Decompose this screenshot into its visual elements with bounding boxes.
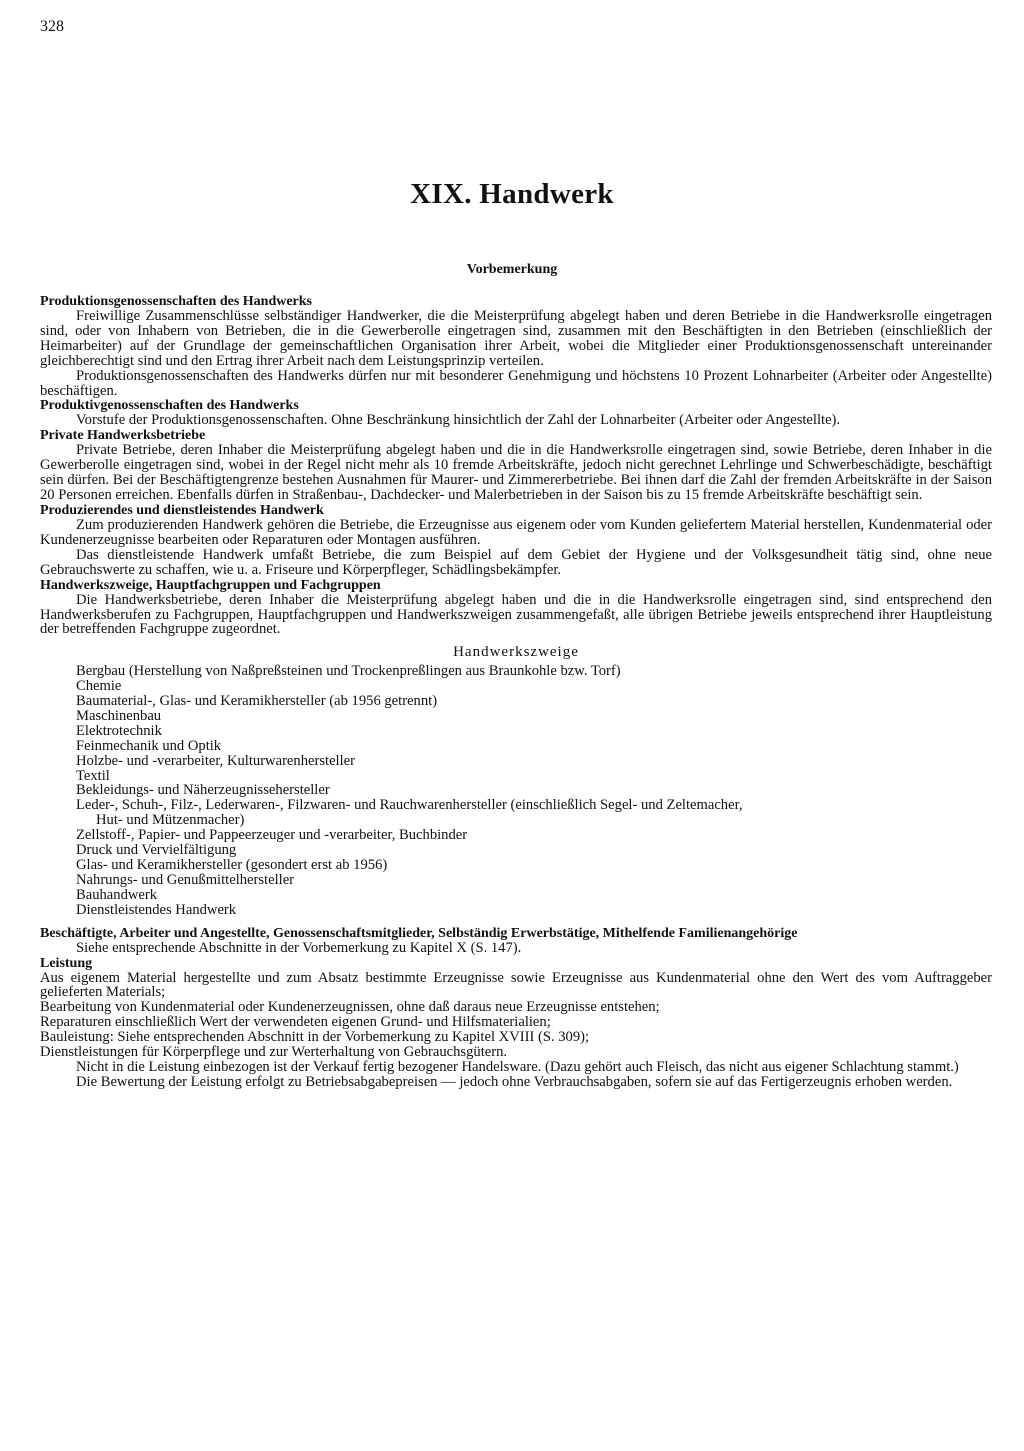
paragraph: Produktionsgenossenschaften des Handwerks dürfen nur mit besonderer Genehmigung und höchstens 10 Prozent Lohnarbeiter (Arbeiter oder Angestellte) beschäftigen. — [40, 367, 992, 399]
heading-produktionsgenossenschaften: Produktionsgenossenschaften des Handwerks — [40, 294, 313, 309]
list-item: Dienstleistendes Handwerk — [76, 901, 237, 918]
list-item: Chemie — [76, 678, 122, 695]
list-item: Druck und Vervielfältigung — [76, 842, 237, 859]
heading-beschaeftigte: Beschäftigte, Arbeiter und Angestellte, Genossenschaftsmitglieder, Selbständig Erwerbstätige, Mithelfende Familienangehörige — [40, 925, 798, 941]
section-heading: Vorbemerkung — [466, 262, 558, 277]
chapter-title: XIX. Handwerk — [410, 178, 614, 210]
list-item: Textil — [76, 767, 110, 784]
list-item: Zellstoff-, Papier- und Pappeerzeuger und -verarbeiter, Buchbinder — [76, 827, 468, 844]
paragraph: Das dienstleistende Handwerk umfaßt Betriebe, die zum Beispiel auf dem Gebiet der Hygiene und der Volksgesundheit tätig sind, ohne neue Gebrauchswerte zu schaffen, wie u. a. Friseure und Körperpfleger, Schädlingsbekämpfer. — [40, 546, 992, 578]
page-number: 328 — [40, 18, 64, 35]
paragraph: Die Bewertung der Leistung erfolgt zu Betriebsabgabepreisen — jedoch ohne Verbrauchsabgaben, sofern sie auf das Fertigerzeugnis erhoben werden. — [76, 1073, 953, 1090]
list-item: Glas- und Keramikhersteller (gesondert erst ab 1956) — [76, 857, 388, 873]
list-item-continuation: Hut- und Mützenmacher) — [96, 812, 245, 829]
leistung-line: Dienstleistungen für Körperpflege und zur Werterhaltung von Gebrauchsgütern. — [40, 1044, 508, 1061]
list-item: Holzbe- und -verarbeiter, Kulturwarenhersteller — [76, 752, 355, 769]
leistung-line: Reparaturen einschließlich Wert der verwendeten eigenen Grund- und Hilfsmaterialien; — [40, 1014, 551, 1031]
heading-leistung: Leistung — [40, 955, 93, 971]
list-item: Bekleidungs- und Näherzeugnissehersteller — [76, 782, 330, 799]
list-item: Bergbau (Herstellung von Naßpreßsteinen und Trockenpreßlingen aus Braunkohle bzw. Torf) — [76, 663, 621, 680]
paragraph: Nicht in die Leistung einbezogen ist der Verkauf fertig bezogener Handelsware. (Dazu gehört auch Fleisch, das nicht aus eigener Schlachtung stammt.) — [76, 1058, 959, 1075]
heading-produzierendes-dienstleistendes: Produzierendes und dienstleistendes Handwerk — [40, 502, 324, 518]
list-item: Maschinenbau — [76, 707, 162, 724]
leistung-line: Aus eigenem Material hergestellte und zum Absatz bestimmte Erzeugnisse sowie Erzeugnisse aus Kundenmaterial ohne den Wert des vom Auftraggeber gelieferten Materials; — [40, 969, 992, 1001]
paragraph: Freiwillige Zusammenschlüsse selbständiger Handwerker, die die Meisterprüfung abgelegt haben und deren Betriebe in die Handwerksrolle eingetragen sind, oder von Inhabern von Betrieben, die in die Gewerberolle eingetragen sind, zusammen mit den Beschäftigten in den Betrieben (einschließlich der Heimarbeiter) auf der Grundlage der gemeinschaftlichen Organisation ihrer Arbeit, wobei die Mitglieder einer Produktionsgenossenschaft untereinander gleichberechtigt sind und den Ertrag ihrer Arbeit nach dem Leistungsprinzip verteilen. — [40, 308, 992, 369]
list-heading-handwerkszweige: Handwerkszweige — [453, 644, 579, 661]
document-body — [40, 294, 992, 1090]
list-item: Nahrungs- und Genußmittelhersteller — [76, 871, 295, 888]
leistung-list — [40, 971, 992, 1060]
leistung-line: Bearbeitung von Kundenmaterial oder Kundenerzeugnissen, ohne daß daraus neue Erzeugnisse entstehen; — [40, 999, 660, 1016]
heading-handwerkszweige: Handwerkszweige, Hauptfachgruppen und Fachgruppen — [40, 577, 381, 593]
heading-produktivgenossenschaften: Produktivgenossenschaften des Handwerks — [40, 398, 299, 414]
paragraph: Vorstufe der Produktionsgenossenschaften. Ohne Beschränkung hinsichtlich der Zahl der Lohnarbeiter (Arbeiter oder Angestellte). — [76, 412, 841, 429]
paragraph: Private Betriebe, deren Inhaber die Meisterprüfung abgelegt haben und die in die Handwerksrolle eingetragen sind, sowie Betriebe, deren Inhaber in die Gewerberolle eingetragen sind, wobei in der Regel nicht mehr als 10 fremde Arbeitskräfte, jedoch nicht gerechnet Lehrlinge und Schwerbeschädigte, beschäftigt sein dürfen. Bei der Beschäftigtengrenze bestehen Ausnahmen für Maurer- und Zimmererbetriebe. Bei ihnen darf die Zahl der fremden Arbeitskräfte in der Saison 20 Personen erreichen. Ebenfalls dürfen in Straßenbau-, Dachdecker- und Malerbetrieben in der Saison bis zu 15 fremde Arbeitskräfte beschäftigt sein. — [40, 442, 992, 504]
paragraph: Zum produzierenden Handwerk gehören die Betriebe, die Erzeugnisse aus eigenem oder vom Kunden geliefertem Material herstellen, Kundenmaterial oder Kundenerzeugnisse bearbeiten oder Reparaturen oder Montagen ausführen. — [40, 516, 992, 548]
list-item: Elektrotechnik — [76, 722, 162, 739]
list-item: Leder-, Schuh-, Filz-, Lederwaren-, Filzwaren- und Rauchwarenhersteller (einschließlich Segel- und Zeltemacher, — [76, 797, 743, 814]
handwerkszweige-list — [40, 664, 992, 917]
paragraph: Siehe entsprechende Abschnitte in der Vorbemerkung zu Kapitel X (S. 147). — [76, 939, 522, 956]
paragraph: Die Handwerksbetriebe, deren Inhaber die Meisterprüfung abgelegt haben und die in die Handwerksrolle eingetragen sind, sind entsprechend den Handwerksberufen zu Fachgruppen, Hauptfachgruppen und Handwerkszweigen zusammengefaßt, alle übrigen Betriebe jeweils entsprechend ihrer Hauptleistung der betreffenden Fachgruppe zugeordnet. — [40, 591, 992, 638]
leistung-line: Bauleistung: Siehe entsprechenden Abschnitt in der Vorbemerkung zu Kapitel XVIII (S. 309); — [40, 1029, 590, 1046]
list-item: Bauhandwerk — [76, 886, 158, 903]
list-item: Baumaterial-, Glas- und Keramikhersteller (ab 1956 getrennt) — [76, 693, 438, 710]
heading-private-handwerksbetriebe: Private Handwerksbetriebe — [40, 428, 206, 444]
list-item: Feinmechanik und Optik — [76, 737, 222, 754]
